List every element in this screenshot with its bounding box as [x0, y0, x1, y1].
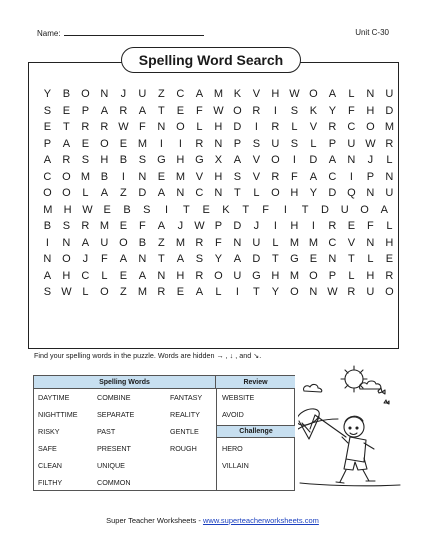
grid-letter[interactable]: F — [196, 104, 203, 117]
kid-with-net-illustration — [298, 365, 402, 493]
spelling-word: NIGHTTIME — [38, 410, 78, 419]
grid-letter[interactable]: L — [196, 121, 203, 134]
spelling-word: CLEAN — [38, 461, 62, 470]
grid-letter[interactable]: C — [81, 269, 90, 282]
grid-letter[interactable]: T — [242, 203, 250, 216]
grid-letter[interactable]: L — [310, 137, 317, 150]
grid-letter[interactable]: N — [157, 269, 166, 282]
grid-letter[interactable]: F — [291, 170, 298, 183]
grid-letter[interactable]: J — [120, 88, 127, 101]
grid-letter[interactable]: D — [320, 203, 330, 216]
grid-letter[interactable]: S — [81, 154, 90, 167]
grid-letter[interactable]: I — [45, 236, 50, 249]
spelling-word: PAST — [97, 427, 116, 436]
grid-letter[interactable]: A — [119, 253, 128, 266]
grid-letter[interactable]: F — [215, 236, 222, 249]
grid-letter[interactable]: O — [119, 236, 128, 249]
grid-letter[interactable]: R — [157, 286, 166, 299]
grid-letter[interactable]: C — [328, 170, 337, 183]
spelling-word: DAYTIME — [38, 393, 70, 402]
grid-letter[interactable]: H — [290, 187, 299, 200]
grid-letter[interactable]: V — [309, 121, 318, 134]
grid-letter[interactable]: P — [43, 137, 52, 150]
grid-letter[interactable]: L — [101, 269, 108, 282]
grid-letter[interactable]: N — [366, 187, 375, 200]
grid-letter[interactable]: A — [157, 187, 166, 200]
spelling-word: RISKY — [38, 427, 60, 436]
grid-letter[interactable]: N — [309, 286, 318, 299]
grid-letter[interactable]: O — [271, 187, 280, 200]
spelling-word: REALITY — [170, 410, 200, 419]
grid-row — [28, 268, 399, 285]
grid-letter[interactable]: H — [385, 236, 394, 249]
grid-letter[interactable]: H — [63, 203, 72, 216]
grid-letter[interactable]: M — [43, 203, 53, 216]
grid-letter[interactable]: S — [43, 104, 52, 117]
grid-letter[interactable]: W — [82, 203, 93, 216]
grid-letter[interactable]: C — [43, 170, 52, 183]
grid-letter[interactable]: B — [62, 88, 71, 101]
grid-letter[interactable]: O — [360, 203, 370, 216]
grid-letter[interactable]: M — [137, 137, 148, 150]
grid-letter[interactable]: L — [253, 187, 260, 200]
grid-letter[interactable]: D — [233, 121, 242, 134]
spelling-word: FILTHY — [38, 478, 63, 487]
grid-letter[interactable]: R — [100, 121, 109, 134]
table-divider — [216, 389, 217, 491]
grid-letter[interactable]: M — [99, 220, 110, 233]
grid-letter[interactable]: L — [348, 269, 355, 282]
grid-letter[interactable]: A — [100, 104, 109, 117]
grid-letter[interactable]: S — [62, 220, 71, 233]
grid-letter[interactable]: E — [119, 220, 128, 233]
grid-letter[interactable]: T — [63, 121, 70, 134]
name-line[interactable] — [64, 28, 204, 36]
footer-prefix: Super Teacher Worksheets - — [106, 516, 203, 525]
grid-letter[interactable]: J — [177, 220, 184, 233]
grid-letter[interactable]: V — [347, 236, 356, 249]
grid-row — [28, 169, 399, 186]
page-title: Spelling Word Search — [121, 47, 301, 73]
challenge-header: Challenge — [217, 425, 295, 438]
grid-letter[interactable]: N — [233, 236, 242, 249]
grid-letter[interactable]: P — [233, 137, 242, 150]
grid-letter[interactable]: E — [202, 203, 211, 216]
grid-letter[interactable]: T — [234, 187, 241, 200]
grid-letter[interactable]: R — [385, 137, 394, 150]
grid-letter[interactable]: E — [176, 286, 185, 299]
grid-letter[interactable]: A — [176, 253, 185, 266]
grid-row — [28, 284, 399, 301]
grid-letter[interactable]: R — [119, 104, 128, 117]
grid-letter[interactable]: I — [165, 203, 169, 216]
grid-letter[interactable]: A — [43, 154, 52, 167]
grid-letter[interactable]: W — [61, 286, 72, 299]
grid-letter[interactable]: H — [271, 88, 280, 101]
grid-letter[interactable]: H — [366, 104, 375, 117]
grid-letter[interactable]: P — [328, 137, 337, 150]
grid-letter[interactable]: D — [309, 154, 318, 167]
grid-row — [28, 235, 399, 252]
grid-row — [28, 202, 399, 219]
grid-letter[interactable]: O — [43, 187, 52, 200]
grid-letter[interactable]: A — [43, 269, 52, 282]
grid-letter[interactable]: H — [214, 121, 223, 134]
grid-letter[interactable]: O — [81, 88, 90, 101]
grid-letter[interactable]: D — [328, 187, 337, 200]
grid-letter[interactable]: Y — [214, 253, 223, 266]
grid-letter[interactable]: F — [367, 220, 374, 233]
grid-letter[interactable]: U — [347, 137, 356, 150]
spelling-word: ROUGH — [170, 444, 197, 453]
grid-row — [28, 251, 399, 268]
challenge-word: HERO — [222, 444, 243, 453]
grid-letter[interactable]: O — [62, 253, 71, 266]
grid-letter[interactable]: P — [81, 104, 90, 117]
grid-letter[interactable]: O — [100, 286, 109, 299]
grid-letter[interactable]: K — [233, 88, 242, 101]
grid-letter[interactable]: C — [195, 187, 204, 200]
grid-letter[interactable]: C — [347, 121, 356, 134]
grid-letter[interactable]: L — [215, 286, 222, 299]
grid-letter[interactable]: B — [100, 170, 109, 183]
grid-row — [28, 119, 399, 136]
grid-letter[interactable]: C — [176, 88, 185, 101]
grid-letter[interactable]: R — [195, 137, 204, 150]
grid-letter[interactable]: N — [214, 187, 223, 200]
grid-letter[interactable]: M — [175, 170, 186, 183]
grid-letter[interactable]: W — [118, 121, 129, 134]
grid-letter[interactable]: I — [311, 220, 316, 233]
grid-letter[interactable]: S — [290, 137, 299, 150]
grid-row — [28, 86, 399, 103]
grid-letter[interactable]: E — [43, 121, 52, 134]
grid-letter[interactable]: E — [62, 104, 71, 117]
grid-letter[interactable]: F — [101, 253, 108, 266]
grid-letter[interactable]: T — [158, 104, 165, 117]
grid-letter[interactable]: H — [214, 170, 223, 183]
grid-letter[interactable]: E — [347, 220, 356, 233]
grid-letter[interactable]: S — [233, 170, 242, 183]
grid-letter[interactable]: A — [62, 137, 71, 150]
grid-letter[interactable]: A — [195, 286, 204, 299]
grid-letter[interactable]: T — [183, 203, 190, 216]
grid-letter[interactable]: I — [159, 137, 164, 150]
grid-letter[interactable]: R — [252, 104, 261, 117]
word-bank-table — [33, 375, 295, 491]
grid-letter[interactable]: A — [81, 236, 90, 249]
grid-letter[interactable]: D — [252, 253, 261, 266]
grid-letter[interactable]: Q — [347, 187, 356, 200]
grid-letter[interactable]: F — [348, 104, 355, 117]
grid-letter[interactable]: U — [385, 88, 394, 101]
grid-letter[interactable]: G — [157, 154, 166, 167]
grid-letter[interactable]: P — [214, 220, 223, 233]
grid-letter[interactable]: I — [292, 154, 297, 167]
spelling-word: SEPARATE — [97, 410, 135, 419]
grid-letter[interactable]: A — [328, 154, 337, 167]
grid-letter[interactable]: T — [272, 253, 279, 266]
grid-letter[interactable]: Y — [43, 88, 52, 101]
grid-letter[interactable]: H — [100, 154, 109, 167]
grid-letter[interactable]: W — [213, 104, 224, 117]
grid-letter[interactable]: S — [195, 253, 204, 266]
grid-row — [28, 136, 399, 153]
grid-letter[interactable]: O — [176, 121, 185, 134]
grid-letter[interactable]: A — [100, 187, 109, 200]
grid-letter[interactable]: D — [385, 104, 394, 117]
footer — [0, 516, 425, 525]
grid-letter[interactable]: N — [366, 236, 375, 249]
grid-letter[interactable]: N — [100, 88, 109, 101]
grid-letter[interactable]: I — [178, 137, 183, 150]
grid-letter[interactable]: I — [283, 203, 288, 216]
grid-letter[interactable]: H — [176, 269, 185, 282]
grid-row — [28, 152, 399, 169]
grid-letter[interactable]: S — [290, 104, 299, 117]
grid-letter[interactable]: R — [328, 121, 337, 134]
grid-letter[interactable]: Z — [158, 236, 165, 249]
grid-letter[interactable]: O — [100, 137, 109, 150]
spelling-word: COMMON — [97, 478, 131, 487]
grid-letter[interactable]: O — [309, 269, 318, 282]
grid-letter[interactable]: A — [233, 154, 242, 167]
grid-letter[interactable]: Z — [120, 187, 127, 200]
grid-row — [28, 218, 399, 235]
grid-letter[interactable]: H — [271, 269, 280, 282]
spelling-word: UNIQUE — [97, 461, 125, 470]
spelling-word: GENTLE — [170, 427, 199, 436]
grid-letter[interactable]: R — [195, 269, 204, 282]
grid-letter[interactable]: E — [119, 269, 128, 282]
grid-letter[interactable]: N — [176, 187, 185, 200]
grid-letter[interactable]: N — [328, 253, 337, 266]
grid-letter[interactable]: L — [386, 220, 393, 233]
grid-letter[interactable]: M — [289, 269, 300, 282]
grid-letter[interactable]: O — [62, 187, 71, 200]
grid-letter[interactable]: O — [366, 121, 375, 134]
grid-letter[interactable]: N — [62, 236, 71, 249]
grid-letter[interactable]: V — [195, 170, 204, 183]
grid-letter[interactable]: Y — [271, 286, 280, 299]
grid-letter[interactable]: A — [328, 88, 337, 101]
grid-letter[interactable]: J — [367, 154, 374, 167]
grid-letter[interactable]: H — [176, 154, 185, 167]
grid-letter[interactable]: R — [347, 286, 356, 299]
grid-letter[interactable]: O — [290, 286, 299, 299]
grid-letter[interactable]: R — [328, 220, 337, 233]
grid-letter[interactable]: N — [157, 121, 166, 134]
grid-letter[interactable]: T — [158, 253, 165, 266]
grid-letter[interactable]: W — [327, 286, 338, 299]
grid-letter[interactable]: J — [82, 253, 89, 266]
grid-letter[interactable]: V — [252, 170, 261, 183]
grid-letter[interactable]: A — [233, 253, 242, 266]
grid-letter[interactable]: E — [385, 253, 394, 266]
grid-letter[interactable]: W — [365, 137, 376, 150]
grid-letter[interactable]: H — [366, 269, 375, 282]
grid-letter[interactable]: N — [385, 170, 394, 183]
grid-letter[interactable]: O — [271, 154, 280, 167]
grid-letter[interactable]: S — [138, 154, 147, 167]
grid-letter[interactable]: U — [385, 187, 394, 200]
spelling-words-header: Spelling Words — [34, 376, 216, 389]
grid-letter[interactable]: T — [253, 286, 260, 299]
grid-letter[interactable]: A — [380, 203, 389, 216]
grid-letter[interactable]: A — [195, 88, 204, 101]
grid-letter[interactable]: I — [349, 170, 354, 183]
grid-letter[interactable]: T — [348, 253, 355, 266]
grid-letter[interactable]: N — [43, 253, 52, 266]
grid-letter[interactable]: K — [222, 203, 230, 216]
name-field — [37, 28, 204, 38]
grid-letter[interactable]: E — [81, 137, 90, 150]
word-search-grid — [28, 86, 399, 301]
spelling-word: COMBINE — [97, 393, 131, 402]
grid-letter[interactable]: L — [367, 253, 374, 266]
grid-letter[interactable]: R — [81, 121, 90, 134]
grid-letter[interactable]: L — [291, 121, 298, 134]
grid-letter[interactable]: U — [138, 88, 147, 101]
grid-letter[interactable]: Z — [120, 286, 127, 299]
grid-letter[interactable]: Y — [309, 187, 318, 200]
grid-letter[interactable]: U — [252, 236, 261, 249]
grid-letter[interactable]: M — [384, 121, 395, 134]
grid-letter[interactable]: D — [233, 220, 242, 233]
grid-letter[interactable]: R — [271, 121, 280, 134]
grid-letter[interactable]: E — [157, 170, 166, 183]
grid-letter[interactable]: E — [176, 104, 185, 117]
grid-letter[interactable]: V — [252, 154, 261, 167]
grid-letter[interactable]: N — [347, 154, 356, 167]
grid-letter[interactable]: X — [214, 154, 223, 167]
grid-letter[interactable]: T — [301, 203, 309, 216]
grid-letter[interactable]: G — [195, 154, 204, 167]
grid-letter[interactable]: U — [100, 236, 109, 249]
grid-letter[interactable]: V — [252, 88, 261, 101]
grid-letter[interactable]: U — [340, 203, 349, 216]
grid-letter[interactable]: N — [138, 253, 147, 266]
grid-letter[interactable]: E — [309, 253, 318, 266]
grid-letter[interactable]: L — [82, 187, 89, 200]
grid-letter[interactable]: A — [157, 220, 166, 233]
grid-letter[interactable]: R — [271, 170, 280, 183]
grid-letter[interactable]: J — [253, 220, 260, 233]
grid-letter[interactable]: S — [143, 203, 151, 216]
name-label: Name: — [37, 29, 61, 38]
grid-letter[interactable]: F — [262, 203, 270, 216]
grid-letter[interactable]: M — [308, 236, 319, 249]
grid-letter[interactable]: M — [175, 236, 186, 249]
grid-letter[interactable]: I — [273, 220, 278, 233]
grid-letter[interactable]: U — [366, 286, 375, 299]
grid-letter[interactable]: O — [309, 88, 318, 101]
grid-letter[interactable]: G — [252, 269, 261, 282]
grid-letter[interactable]: A — [138, 269, 147, 282]
grid-letter[interactable]: L — [82, 286, 89, 299]
grid-letter[interactable]: U — [233, 269, 242, 282]
spelling-word: PRESENT — [97, 444, 131, 453]
grid-letter[interactable]: N — [214, 137, 223, 150]
spelling-word: FANTASY — [170, 393, 203, 402]
grid-letter[interactable]: G — [290, 253, 299, 266]
grid-letter[interactable]: N — [138, 170, 147, 183]
grid-letter[interactable]: I — [273, 104, 278, 117]
footer-link[interactable]: www.superteacherworksheets.com — [202, 516, 319, 525]
review-header: Review — [216, 376, 295, 389]
grid-letter[interactable]: U — [271, 137, 280, 150]
grid-letter[interactable]: A — [309, 170, 318, 183]
grid-letter[interactable]: I — [121, 170, 126, 183]
unit-label: Unit C-30 — [355, 28, 389, 37]
grid-letter[interactable]: B — [138, 236, 147, 249]
grid-letter[interactable]: S — [43, 286, 52, 299]
grid-letter[interactable]: O — [62, 170, 71, 183]
grid-letter[interactable]: M — [289, 236, 300, 249]
grid-letter[interactable]: B — [123, 203, 131, 216]
grid-letter[interactable]: P — [366, 170, 375, 183]
grid-letter[interactable]: A — [138, 104, 147, 117]
grid-letter[interactable]: R — [62, 154, 71, 167]
grid-letter[interactable]: Z — [158, 88, 165, 101]
grid-letter[interactable]: I — [254, 121, 259, 134]
grid-letter[interactable]: F — [139, 121, 146, 134]
grid-letter[interactable]: D — [138, 187, 147, 200]
grid-letter[interactable]: I — [235, 286, 240, 299]
grid-letter[interactable]: R — [195, 236, 204, 249]
grid-letter[interactable]: W — [194, 220, 205, 233]
grid-letter[interactable]: S — [252, 137, 261, 150]
grid-letter[interactable]: L — [348, 88, 355, 101]
grid-letter[interactable]: E — [119, 137, 128, 150]
grid-letter[interactable]: B — [119, 154, 128, 167]
grid-letter[interactable]: K — [309, 104, 318, 117]
grid-letter[interactable]: R — [81, 220, 90, 233]
grid-letter[interactable]: P — [328, 269, 337, 282]
grid-letter[interactable]: O — [214, 269, 223, 282]
grid-letter[interactable]: L — [386, 154, 393, 167]
grid-letter[interactable]: F — [139, 220, 146, 233]
grid-letter[interactable]: M — [213, 88, 224, 101]
instructions: Find your spelling words in the puzzle. Words are hidden → , ↓ , and ↘. — [34, 351, 262, 360]
grid-letter[interactable]: E — [103, 203, 112, 216]
spelling-word: SAFE — [38, 444, 57, 453]
grid-letter[interactable]: C — [328, 236, 337, 249]
grid-row — [28, 185, 399, 202]
review-word: WEBSITE — [222, 393, 255, 402]
grid-letter[interactable]: M — [137, 286, 148, 299]
challenge-word: VILLAIN — [222, 461, 249, 470]
grid-letter[interactable]: O — [385, 286, 394, 299]
grid-letter[interactable]: Y — [328, 104, 337, 117]
grid-letter[interactable]: N — [366, 88, 375, 101]
grid-letter[interactable]: B — [43, 220, 52, 233]
grid-letter[interactable]: R — [385, 269, 394, 282]
grid-letter[interactable]: L — [272, 236, 279, 249]
grid-letter[interactable]: O — [233, 104, 242, 117]
grid-row — [28, 103, 399, 120]
grid-letter[interactable]: M — [80, 170, 91, 183]
grid-letter[interactable]: H — [290, 220, 299, 233]
review-word: AVOID — [222, 410, 244, 419]
grid-letter[interactable]: W — [289, 88, 300, 101]
grid-letter[interactable]: H — [62, 269, 71, 282]
